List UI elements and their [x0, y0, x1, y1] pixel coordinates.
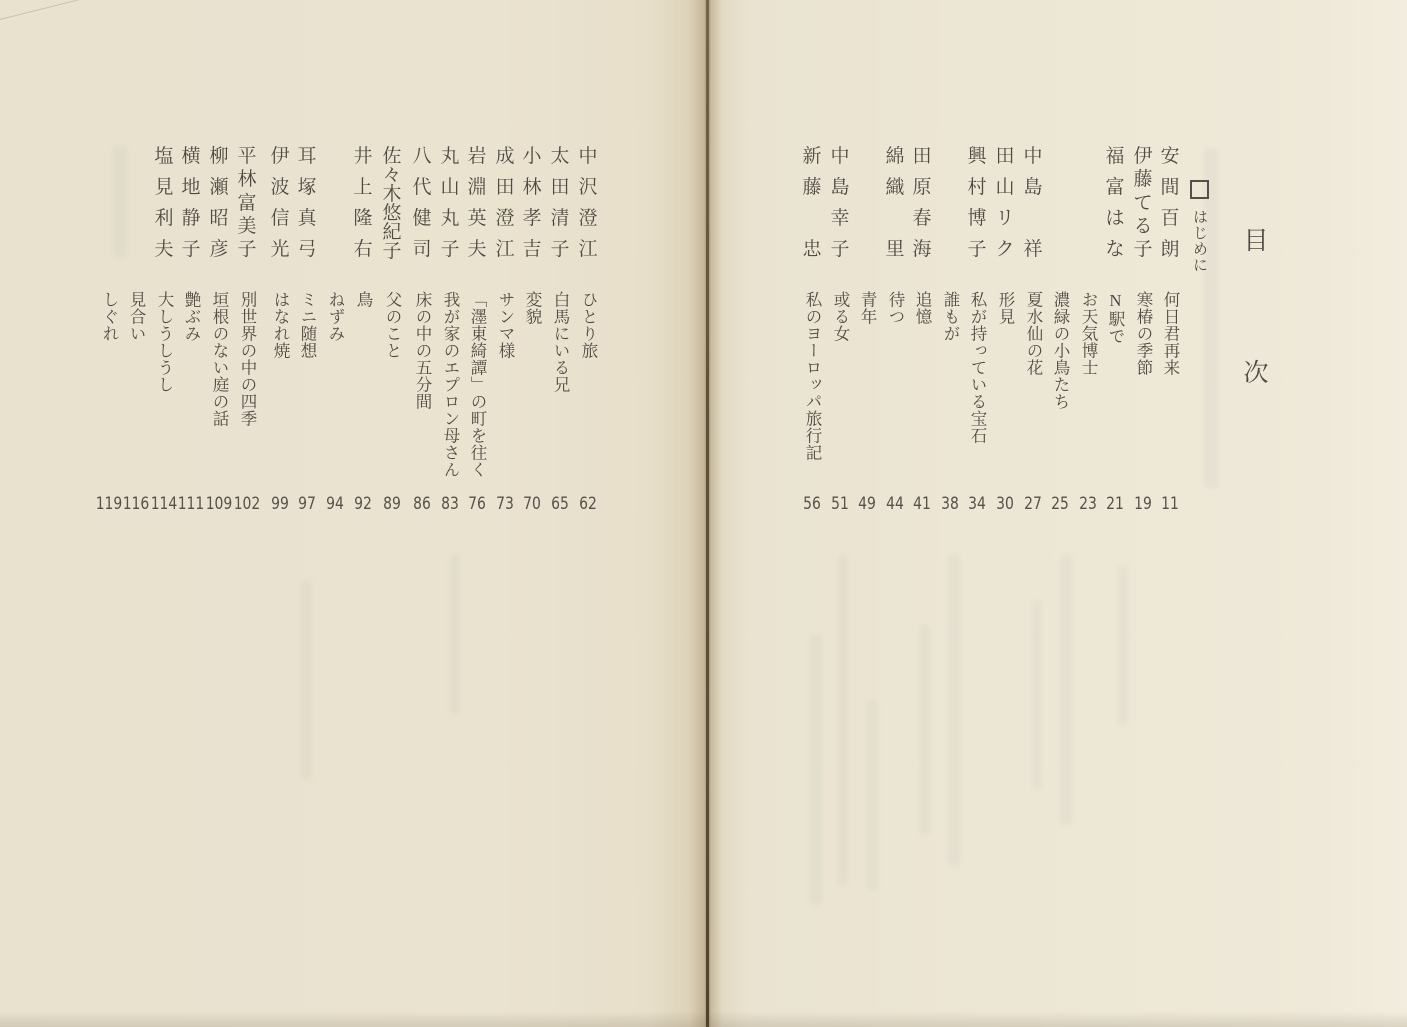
entry-title: 見合い [127, 291, 146, 342]
ghost-showthrough [920, 625, 930, 835]
toc-column [151, 147, 177, 532]
author-name [854, 147, 880, 259]
toc-column [267, 147, 293, 532]
toc-column [178, 147, 204, 532]
ghost-showthrough [1060, 555, 1072, 825]
page-number: 102 [233, 494, 261, 514]
author-name: 伊 藤 て る 子 [1133, 146, 1153, 260]
page-number: 65 [551, 494, 569, 514]
author-name: 福 富 は な [1105, 146, 1125, 260]
toc-column [379, 147, 405, 532]
entry-title: 垣根のない庭の話 [210, 291, 229, 427]
page-number: 23 [1079, 494, 1097, 514]
entry-title: 白馬にいる兄 [551, 291, 570, 393]
page-number: 109 [205, 494, 233, 514]
ghost-showthrough [866, 700, 878, 890]
page-number: 30 [996, 494, 1014, 514]
author-name [322, 147, 348, 259]
page-number: 70 [523, 494, 541, 514]
page-number: 27 [1024, 494, 1042, 514]
toc-column [492, 147, 518, 532]
toc-column [799, 147, 825, 532]
page-number: 89 [383, 494, 401, 514]
toc-column-preface [1186, 147, 1212, 532]
page-number: 86 [413, 494, 431, 514]
toc-column [937, 147, 963, 532]
author-name: 田 原 春 海 [912, 146, 932, 260]
preface-label: はじめに [1191, 209, 1207, 273]
entry-title: 濃緑の小鳥たち [1051, 291, 1070, 410]
toc-column [575, 147, 601, 532]
page-number: 94 [326, 494, 344, 514]
toc-column [322, 147, 348, 532]
entry-title: 艶ぶみ [182, 291, 201, 342]
author-name [96, 147, 122, 259]
entry-title: お天気博士 [1079, 291, 1098, 376]
toc-column [350, 147, 376, 532]
toc-column [96, 147, 122, 532]
page-number: 38 [941, 494, 959, 514]
toc-column [123, 147, 149, 532]
entry-title: 寒椿の季節 [1134, 291, 1153, 376]
page-number: 25 [1051, 494, 1069, 514]
author-name: 中 島 祥 [1023, 146, 1043, 260]
entry-title: 待つ [886, 291, 905, 325]
entry-title: ミニ随想 [298, 291, 317, 359]
toc-column [1047, 147, 1073, 532]
author-name: 丸 山 丸 子 [440, 146, 460, 260]
author-name [1075, 147, 1101, 259]
author-name: 耳 塚 真 弓 [297, 146, 317, 260]
entry-title: 父のこと [383, 291, 402, 359]
author-name: 中 島 幸 子 [830, 146, 850, 260]
toc-column [854, 147, 880, 532]
page-number: 56 [803, 494, 821, 514]
toc-column [519, 147, 545, 532]
toc-column [206, 147, 232, 532]
toc-column [464, 147, 490, 532]
entry-title: N駅で [1106, 291, 1125, 345]
ghost-showthrough [1118, 565, 1128, 725]
author-name: 新 藤 忠 [802, 146, 822, 260]
ghost-showthrough [810, 635, 822, 905]
toc-column [409, 147, 435, 532]
page-number: 34 [968, 494, 986, 514]
entry-title: 「濹東綺譚」の町を往く [468, 291, 487, 478]
entry-title: ひとり旅 [579, 291, 598, 359]
entry-title: 私が持っている宝石 [968, 291, 987, 444]
author-name: 成 田 澄 江 [495, 146, 515, 260]
author-name: 横 地 静 子 [181, 146, 201, 260]
author-name: 太 田 清 子 [550, 146, 570, 260]
author-name: 井 上 隆 右 [353, 146, 373, 260]
author-name [1047, 147, 1073, 259]
entry-title: 何日君再来 [1161, 291, 1180, 376]
entry-title: ねずみ [326, 291, 345, 342]
toc-column [909, 147, 935, 532]
toc-column [437, 147, 463, 532]
entry-title: 或る女 [831, 291, 850, 342]
page-number: 111 [177, 494, 205, 514]
page-number: 92 [354, 494, 372, 514]
entry-title: 誰もが [941, 291, 960, 342]
toc-column [1130, 147, 1156, 532]
author-name: 安 間 百 朗 [1160, 146, 1180, 260]
ghost-showthrough [838, 555, 848, 885]
page-number: 11 [1161, 494, 1179, 514]
book-gutter [706, 0, 709, 1027]
entry-title: 我が家のエプロン母さん [441, 291, 460, 478]
toc-column [1102, 147, 1128, 532]
entry-title: 鳥 [354, 291, 373, 308]
entry-title: 私のヨーロッパ旅行記 [803, 291, 822, 461]
author-name: 柳 瀬 昭 彦 [209, 146, 229, 260]
entry-title: はなれ焼 [271, 291, 290, 359]
author-name: 興 村 博 子 [967, 146, 987, 260]
ghost-showthrough [948, 555, 960, 865]
page-number: 73 [496, 494, 514, 514]
author-name [937, 147, 963, 259]
entry-title: しぐれ [100, 291, 119, 342]
page-number: 44 [886, 494, 904, 514]
preface-square-marker [1190, 180, 1209, 199]
ghost-showthrough [1032, 600, 1042, 790]
entry-title: 青年 [858, 291, 877, 325]
entry-title: 形見 [996, 291, 1015, 325]
page-number: 21 [1106, 494, 1124, 514]
author-name: 中 沢 澄 江 [578, 146, 598, 260]
ghost-showthrough [300, 580, 312, 780]
author-name [123, 147, 149, 259]
page-number: 99 [271, 494, 289, 514]
page-number: 116 [122, 494, 150, 514]
entry-title: 大しうしうし [155, 291, 174, 393]
author-name: 小 林 孝 吉 [522, 146, 542, 260]
page-bottom-shadow [0, 1011, 1407, 1027]
toc-title: 目 次 [1240, 227, 1267, 425]
entry-title: 追憶 [913, 291, 932, 325]
author-name: 伊 波 信 光 [270, 146, 290, 260]
toc-column [827, 147, 853, 532]
toc-column [547, 147, 573, 532]
toc-column [964, 147, 990, 532]
entry-title: 床の中の五分間 [413, 291, 432, 410]
author-name: 綿 織 里 [885, 146, 905, 260]
toc-column [294, 147, 320, 532]
toc-column [234, 147, 260, 532]
ghost-showthrough [450, 555, 460, 715]
page-number: 19 [1134, 494, 1152, 514]
author-name: 岩 淵 英 夫 [467, 146, 487, 260]
page-number: 41 [913, 494, 931, 514]
page-number: 51 [831, 494, 849, 514]
page-number: 119 [95, 494, 123, 514]
toc-column [992, 147, 1018, 532]
author-name: 八 代 健 司 [412, 146, 432, 260]
toc-column [1075, 147, 1101, 532]
author-name: 田 山 リ ク [995, 146, 1015, 260]
page-number: 76 [468, 494, 486, 514]
author-name: 佐 々 木 悠 紀 子 [382, 146, 402, 262]
entry-title: 別世界の中の四季 [238, 291, 257, 427]
page-number: 114 [150, 494, 178, 514]
toc-column [1020, 147, 1046, 532]
entry-title: サンマ様 [496, 291, 515, 359]
entry-title: 変貌 [523, 291, 542, 325]
toc-column [1157, 147, 1183, 532]
page-number: 49 [858, 494, 876, 514]
page-number: 83 [441, 494, 459, 514]
page-number: 62 [579, 494, 597, 514]
toc-column [882, 147, 908, 532]
entry-title: 夏水仙の花 [1024, 291, 1043, 376]
author-name: 塩 見 利 夫 [154, 146, 174, 260]
author-name: 平 林 富 美 子 [237, 146, 257, 260]
page-number: 97 [298, 494, 316, 514]
